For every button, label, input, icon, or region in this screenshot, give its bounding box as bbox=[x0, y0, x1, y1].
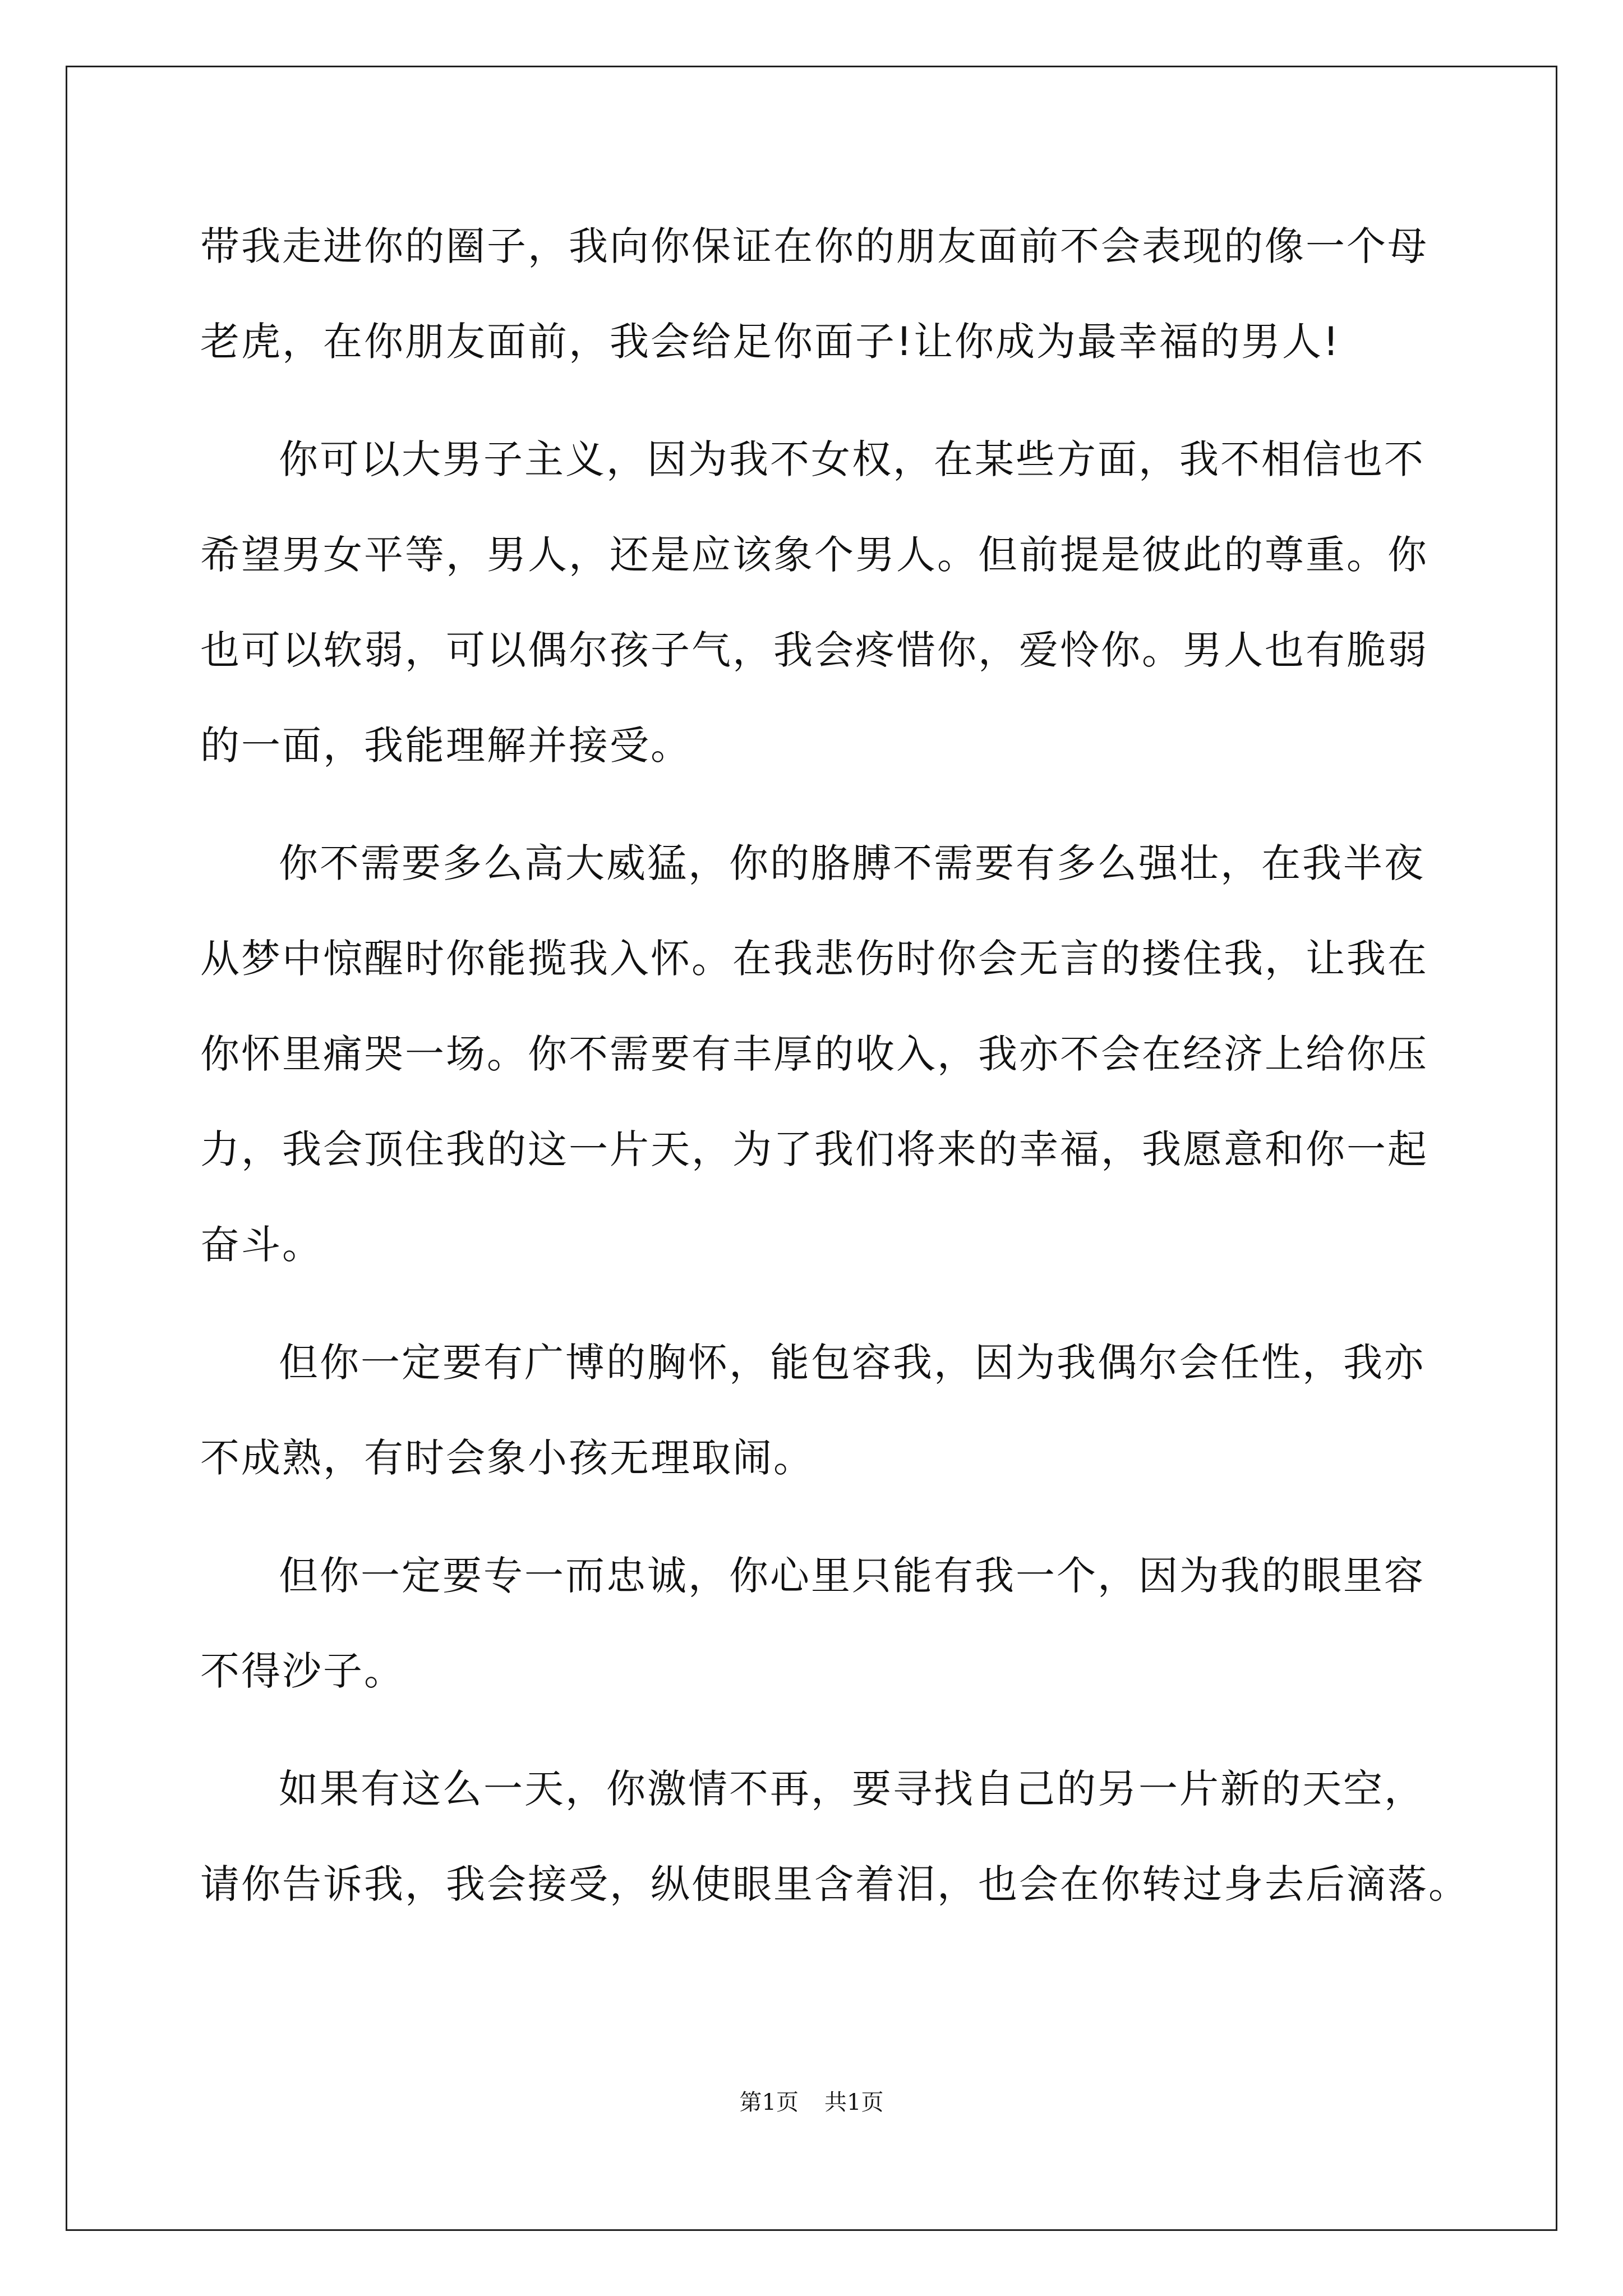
text-line: 你怀里痛哭一场。你不需要有丰厚的收入，我亦不会在经济上给你压 bbox=[200, 1031, 1428, 1077]
text-line: 不得沙子。 bbox=[200, 1648, 405, 1694]
text-line: 从梦中惊醒时你能揽我入怀。在我悲伤时你会无言的搂住我，让我在 bbox=[200, 936, 1428, 982]
page-number-total: 共1页 bbox=[824, 2090, 884, 2115]
text-line: 请你告诉我，我会接受，纵使眼里含着泪，也会在你转过身去后滴落。 bbox=[200, 1861, 1469, 1907]
text-line: 的一面，我能理解并接受。 bbox=[200, 723, 691, 769]
paragraph-first-line: 但你一定要专一而忠诚，你心里只能有我一个，因为我的眼里容 bbox=[279, 1553, 1425, 1599]
text-line: 力，我会顶住我的这一片天，为了我们将来的幸福，我愿意和你一起 bbox=[200, 1126, 1428, 1172]
paragraph-first-line: 但你一定要有广博的胸怀，能包容我，因为我偶尔会任性，我亦 bbox=[279, 1340, 1425, 1386]
text-line: 老虎，在你朋友面前，我会给足你面子!让你成为最幸福的男人! bbox=[200, 319, 1341, 365]
paragraph-first-line: 你可以大男子主义，因为我不女权，在某些方面，我不相信也不 bbox=[279, 436, 1425, 482]
text-line: 带我走进你的圈子，我向你保证在你的朋友面前不会表现的像一个母 bbox=[200, 223, 1428, 269]
paragraph-first-line: 你不需要多么高大威猛，你的胳膊不需要有多么强壮，在我半夜 bbox=[279, 840, 1425, 886]
text-line: 也可以软弱，可以偶尔孩子气，我会疼惜你，爱怜你。男人也有脆弱 bbox=[200, 627, 1428, 673]
page-number-current: 第1页 bbox=[739, 2090, 799, 2115]
text-line: 不成熟，有时会象小孩无理取闹。 bbox=[200, 1435, 814, 1481]
text-line: 希望男女平等，男人，还是应该象个男人。但前提是彼此的尊重。你 bbox=[200, 532, 1428, 578]
text-line: 奋斗。 bbox=[200, 1222, 323, 1268]
paragraph-first-line: 如果有这么一天，你激情不再，要寻找自己的另一片新的天空， bbox=[279, 1766, 1425, 1812]
page-footer bbox=[0, 2087, 1623, 2118]
